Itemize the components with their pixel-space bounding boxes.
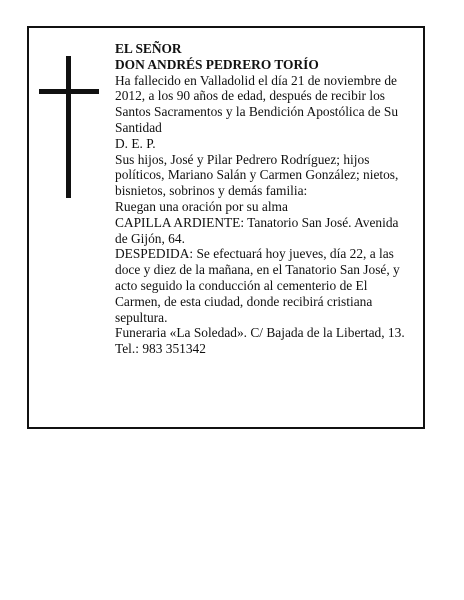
death-announcement: Ha fallecido en Valladolid el día 21 de noviembre de 2012, a los 90 años de edad, después de recibir los Santos Sacramentos y la Bendición Apostólica de Su Santidad [115,72,399,135]
notice-text [115,41,413,357]
farewell-info: DESPEDIDA: Se efectuará hoy jueves, día 22, a las doce y diez de la mañana, en el Tanatorio San José, y acto seguido la conducción al cementerio de El Carmen, de esta ciudad, donde recibirá cristiana sepultura. [115,246,400,325]
rip-abbreviation: D. E. P. [115,135,156,151]
latin-cross-icon [39,56,99,198]
funeral-home-info: Funeraria «La Soledad». C/ Bajada de la Libertad, 13. Tel.: 983 351342 [115,325,405,357]
death-notice-frame [27,26,425,429]
cross-vertical-bar [66,56,71,198]
family-list: Sus hijos, José y Pilar Pedrero Rodríguez; hijos políticos, Mariano Salán y Carmen González; nietos, bisnietos, sobrinos y demás familia: [115,151,399,199]
notice-title-line1: EL SEÑOR [115,41,182,56]
prayer-request: Ruegan una oración por su alma [115,198,288,214]
cross-horizontal-bar [39,89,99,94]
deceased-name: DON ANDRÉS PEDRERO TORÍO [115,56,319,72]
chapel-info: CAPILLA ARDIENTE: Tanatorio San José. Avenida de Gijón, 64. [115,214,399,246]
